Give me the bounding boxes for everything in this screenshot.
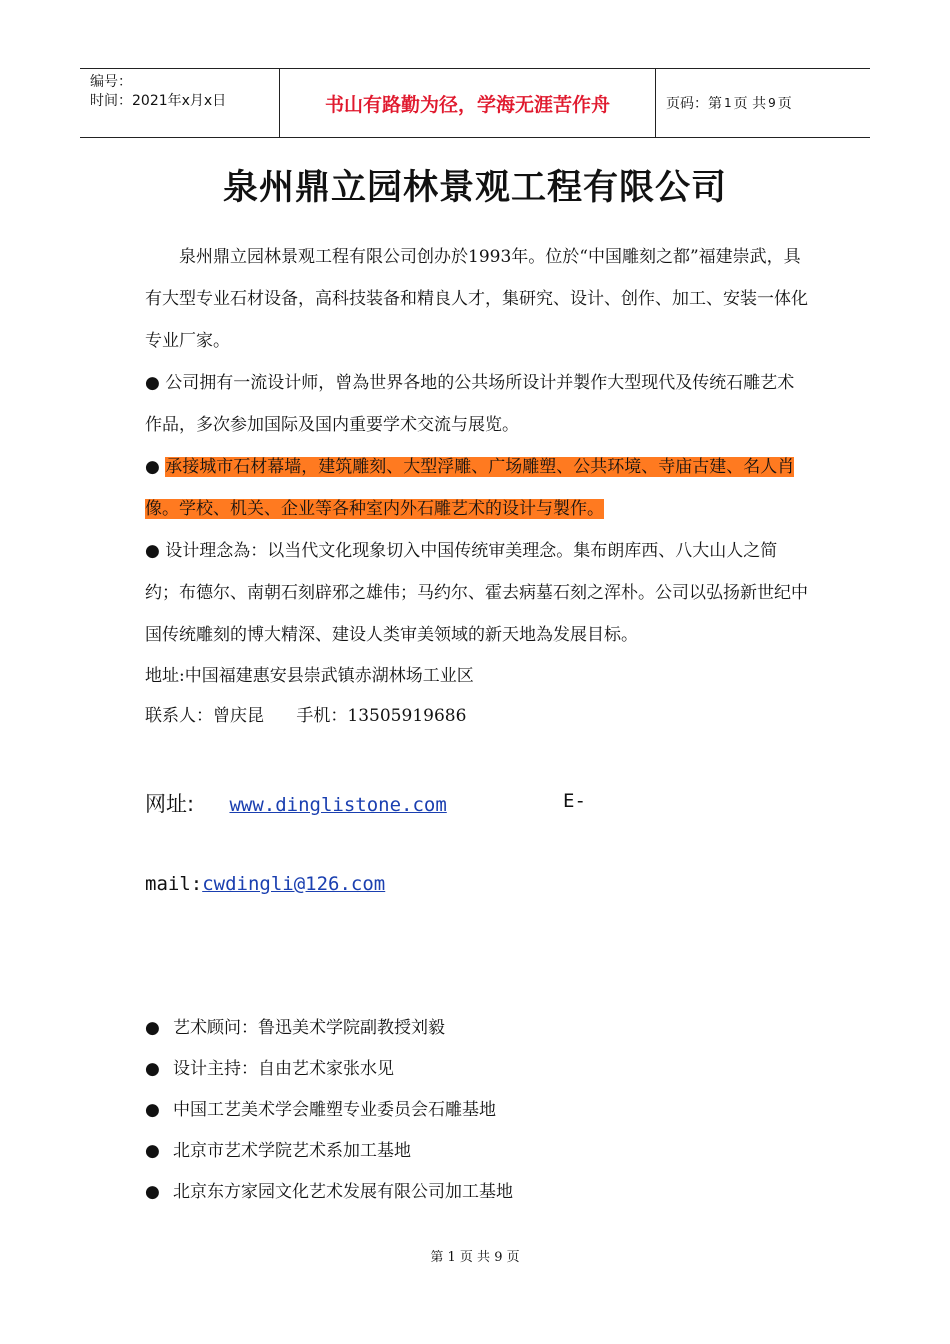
affiliation-list	[145, 1008, 513, 1213]
email-link[interactable]: cwdingli@126.com	[202, 873, 386, 895]
page-suffix: 页	[777, 96, 792, 112]
main-content	[145, 236, 810, 736]
page-title: 泉州鼎立园林景观工程有限公司	[222, 168, 727, 208]
number-label: 编号：	[90, 74, 132, 90]
design-concept-paragraph: ● 设计理念為：以当代文化现象切入中国传统审美理念。集布朗库西、八大山人之简约；布德尔、南朝石刻辟邪之雄伟；马约尔、霍去病墓石刻之浑朴。公司以弘扬新世纪中国传统雕刻的博大精深、建设人类审美领域的新天地為发展目标。	[145, 541, 808, 645]
intro-paragraph: 泉州鼎立园林景观工程有限公司创办於1993年。位於“中国雕刻之都”福建崇武，具有大型专业石材设备，高科技装备和精良人才，集研究、设计、创作、加工、安装一体化专业厂家。	[145, 247, 808, 351]
list-item-text: 设计主持：自由艺术家张水见	[173, 1059, 394, 1079]
header-meta	[80, 69, 280, 137]
page-mid: 页 共	[733, 96, 767, 112]
website-row	[145, 788, 447, 818]
contact: 联系人：曾庆昆 手机：13505919686	[145, 706, 467, 726]
list-item	[145, 1172, 513, 1213]
list-item	[145, 1049, 513, 1090]
services-paragraph	[145, 446, 810, 530]
designers-paragraph: ● 公司拥有一流设计师，曾為世界各地的公共场所设计并製作大型现代及传统石雕艺术作品，多次参加国际及国内重要学术交流与展览。	[145, 373, 795, 435]
email-prefix-second: mail:	[145, 873, 203, 895]
list-item	[145, 1008, 513, 1049]
page-current: 1	[724, 96, 732, 110]
bullet: ●	[145, 1059, 160, 1079]
page-footer: 第 1 页 共 9 页	[430, 1250, 520, 1265]
bullet: ●	[145, 1018, 160, 1038]
list-item	[145, 1090, 513, 1131]
website-label: 网址:	[145, 792, 195, 816]
page-prefix: 页码：第	[666, 96, 722, 112]
time-label: 时间：2021年x月x日	[90, 93, 227, 109]
list-item-text: 中国工艺美术学会雕塑专业委员会石雕基地	[173, 1100, 496, 1120]
list-item-text: 北京东方家园文化艺术发展有限公司加工基地	[173, 1182, 513, 1202]
page-total: 9	[768, 96, 776, 110]
bullet: ●	[145, 1100, 160, 1120]
list-item-text: 艺术顾问：鲁迅美术学院副教授刘毅	[173, 1018, 445, 1038]
highlighted-services: 承接城市石材幕墙，建筑雕刻、大型浮雕、广场雕塑、公共环境、寺庙古建、名人肖像。学校、机关、企业等各种室内外石雕艺术的设计与製作。	[145, 457, 795, 519]
list-item	[145, 1131, 513, 1172]
bullet: ●	[145, 1182, 160, 1202]
document-header	[80, 68, 870, 138]
address: 地址:中国福建惠安县崇武镇赤湖林场工业区	[145, 666, 474, 686]
email-prefix-first: E-	[563, 790, 586, 812]
website-link[interactable]: www.dinglistone.com	[229, 794, 447, 816]
bullet: ●	[145, 1141, 160, 1161]
bullet: ●	[145, 457, 166, 477]
email-row	[145, 873, 385, 895]
header-page-info	[656, 69, 870, 137]
list-item-text: 北京市艺术学院艺术系加工基地	[173, 1141, 411, 1161]
header-motto: 书山有路勤为径，学海无涯苦作舟	[280, 69, 656, 137]
